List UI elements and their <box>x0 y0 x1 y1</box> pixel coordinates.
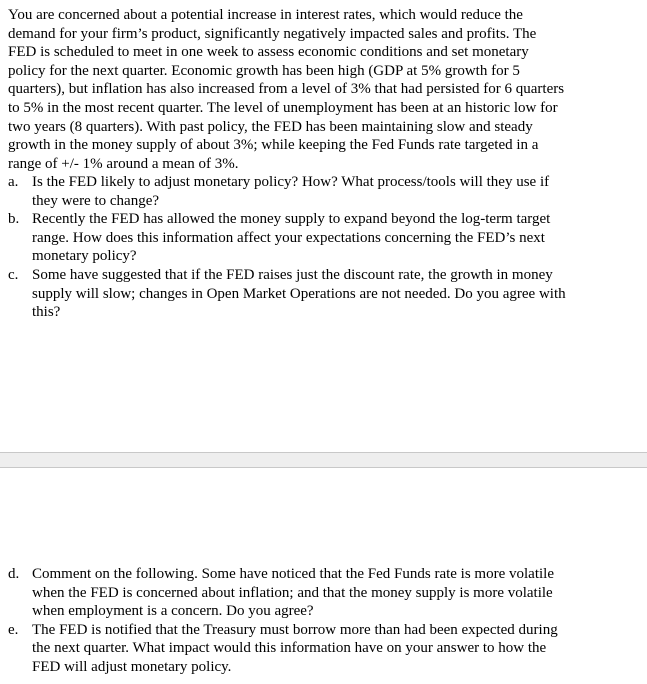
question-d-letter: d. <box>8 566 20 582</box>
question-d-text: Comment on the following. Some have noticed that the Fed Funds rate is more volatile when the FED is concerned about inflation; and that the money supply is more volatile when employment is a concern. Do you agree? <box>32 566 554 620</box>
question-a-text: Is the FED likely to adjust monetary policy? How? What process/tools will they use if they were to change? <box>32 174 550 209</box>
question-c <box>8 266 568 322</box>
question-c-letter: c. <box>8 266 19 283</box>
question-e-letter: e. <box>8 621 19 638</box>
question-list-bottom <box>8 565 568 677</box>
question-a-letter: a. <box>8 174 19 190</box>
question-d <box>8 565 568 621</box>
intro-paragraph: You are concerned about a potential increase in interest rates, which would reduce the demand for your firm’s product, significantly negatively impacted sales and profits. The FED is scheduled to meet in one week to assess economic conditions and set monetary policy for the next quarter. Economic growth has been high (GDP at 5% growth for 5 quarters), but inflation has also increased from a level of 3% that had persisted for 6 quarters to 5% in the most recent quarter. The level of unemployment has been at an historic low for two years (8 quarters). With past policy, the FED has been maintaining slow and steady growth in the money supply of about 3%; while keeping the Fed Funds rate targeted in a range of +/- 1% around a mean of 3%. <box>8 7 565 172</box>
question-e-text: The FED is notified that the Treasury must borrow more than had been expected during the next quarter. What impact would this information have on your answer to how the FED will adjust monetary policy. <box>32 621 558 675</box>
question-b-letter: b. <box>8 211 20 228</box>
question-e <box>8 621 568 677</box>
question-a <box>8 173 568 210</box>
question-b-text: Recently the FED has allowed the money supply to expand beyond the log-term target range. How does this information affect your expectations concerning the FED’s next monetary policy? <box>32 211 551 265</box>
question-list-top <box>8 173 568 322</box>
page-separator <box>0 452 647 468</box>
question-c-text: Some have suggested that if the FED raises just the discount rate, the growth in money supply will slow; changes in Open Market Operations are not needed. Do you agree with this? <box>32 266 566 321</box>
question-b <box>8 210 568 266</box>
